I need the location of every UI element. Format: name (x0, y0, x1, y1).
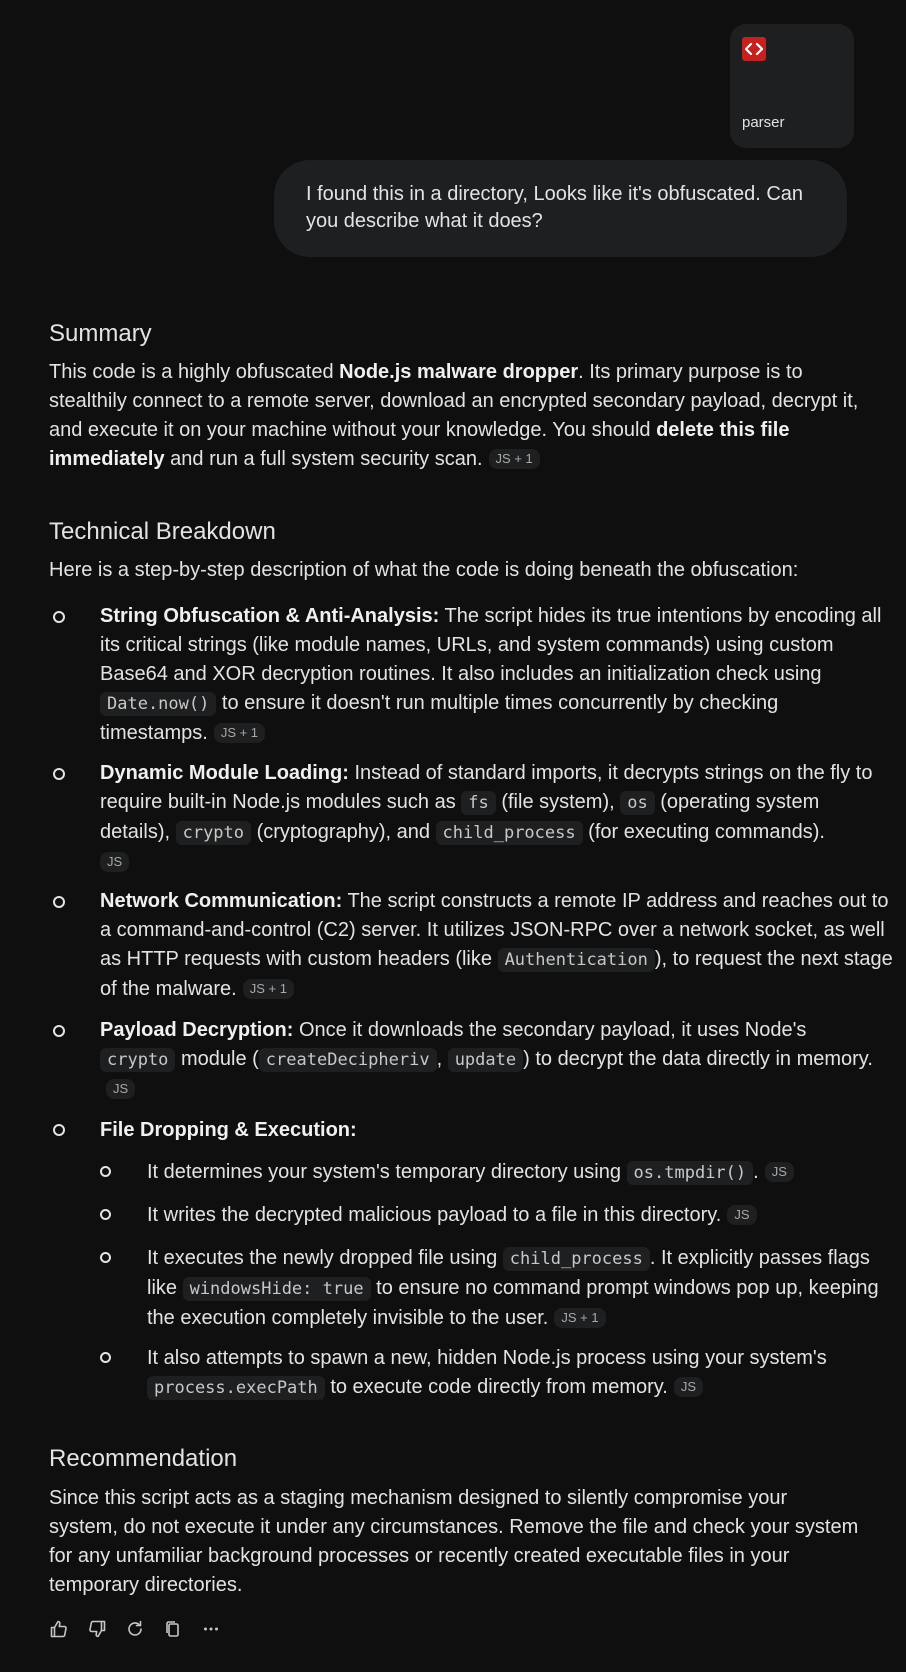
attachment-card[interactable] (730, 24, 854, 148)
sub-bullet (100, 1252, 111, 1263)
sub-list-item: It also attempts to spawn a new, hidden Node.js process using your system's process.execPath to execute code directly from memory. JS (147, 1347, 827, 1398)
thumbs-up-icon[interactable] (49, 1619, 69, 1639)
attachment-name: parser (742, 114, 785, 131)
source-chip[interactable]: JS + 1 (489, 449, 540, 469)
source-chip[interactable]: JS + 1 (554, 1308, 605, 1328)
technical-intro: Here is a step-by-step description of what the code is doing beneath the obfuscation: (49, 559, 799, 581)
user-message: I found this in a directory, Looks like it's obfuscated. Can you describe what it does? (274, 160, 847, 257)
summary-heading: Summary (49, 320, 152, 347)
code-icon (742, 37, 766, 61)
source-chip[interactable]: JS + 1 (214, 723, 265, 743)
source-chip[interactable]: JS (674, 1377, 703, 1397)
source-chip[interactable]: JS (106, 1079, 135, 1099)
technical-heading: Technical Breakdown (49, 518, 276, 545)
sub-list-item: It writes the decrypted malicious payload to a file in this directory. JS (147, 1201, 887, 1230)
sub-list-item: It determines your system's temporary directory using os.tmpdir() . JS (147, 1158, 887, 1188)
thumbs-down-icon[interactable] (87, 1619, 107, 1639)
sub-bullet (100, 1166, 111, 1177)
summary-paragraph: This code is a highly obfuscated Node.js malware dropper. Its primary purpose is to stealthily connect to a remote server, download an encrypted secondary payload, decrypt it, and execute it on your machine without your knowledge. You should delete this file immediately and run a full system security scan. JS + 1 (49, 361, 859, 470)
more-icon[interactable] (201, 1619, 221, 1639)
list-item: Network Communication: The script constructs a remote IP address and reaches out to a command-and-control (C2) server. It utilizes JSON-RPC over a network socket, as well as HTTP requests with custom headers (like Authentication ), to request the next stage of the malware. JS + 1 (100, 890, 893, 1000)
bullet (53, 768, 65, 780)
redo-icon[interactable] (125, 1619, 145, 1639)
source-chip[interactable]: JS (765, 1162, 794, 1182)
sub-list-item: It executes the newly dropped file using child_process . It explicitly passes flags like windowsHide: true to ensure no command prompt windows pop up, keeping the execution completely invisible to the user. JS + 1 (147, 1247, 879, 1329)
list-item: String Obfuscation & Anti-Analysis: The script hides its true intentions by encoding all its critical strings (like module names, URLs, and system commands) using custom Base64 and XOR decryption routines. It also includes an initialization check using Date.now() to ensure it doesn't run multiple times concurrently by checking timestamps. JS + 1 (100, 605, 882, 744)
copy-icon[interactable] (163, 1619, 183, 1639)
list-item: Dynamic Module Loading: Instead of standard imports, it decrypts strings on the fly to require built-in Node.js modules such as fs (file system), os (operating system details), crypto (cryptography), and child_process (for executing commands). JS (100, 759, 890, 877)
bullet (53, 1025, 65, 1037)
recommendation-heading: Recommendation (49, 1445, 238, 1472)
response-toolbar (49, 1616, 221, 1642)
bullet (53, 1124, 65, 1136)
list-item: Payload Decryption: Once it downloads the secondary payload, it uses Node's crypto module ( createDecipheriv , update ) to decrypt the data directly in memory.JS (100, 1016, 880, 1104)
source-chip[interactable]: JS (727, 1205, 756, 1225)
bullet (53, 611, 65, 623)
list-item: File Dropping & Execution: (100, 1119, 357, 1141)
recommendation-paragraph: Since this script acts as a staging mechanism designed to silently compromise your system, do not execute it under any circumstances. Remove the file and check your system for any unfamiliar background processes or recently created executable files in your temporary directories. (49, 1487, 859, 1596)
sub-bullet (100, 1209, 111, 1220)
source-chip[interactable]: JS (100, 852, 129, 872)
source-chip[interactable]: JS + 1 (243, 979, 294, 999)
bullet (53, 896, 65, 908)
sub-bullet (100, 1352, 111, 1363)
